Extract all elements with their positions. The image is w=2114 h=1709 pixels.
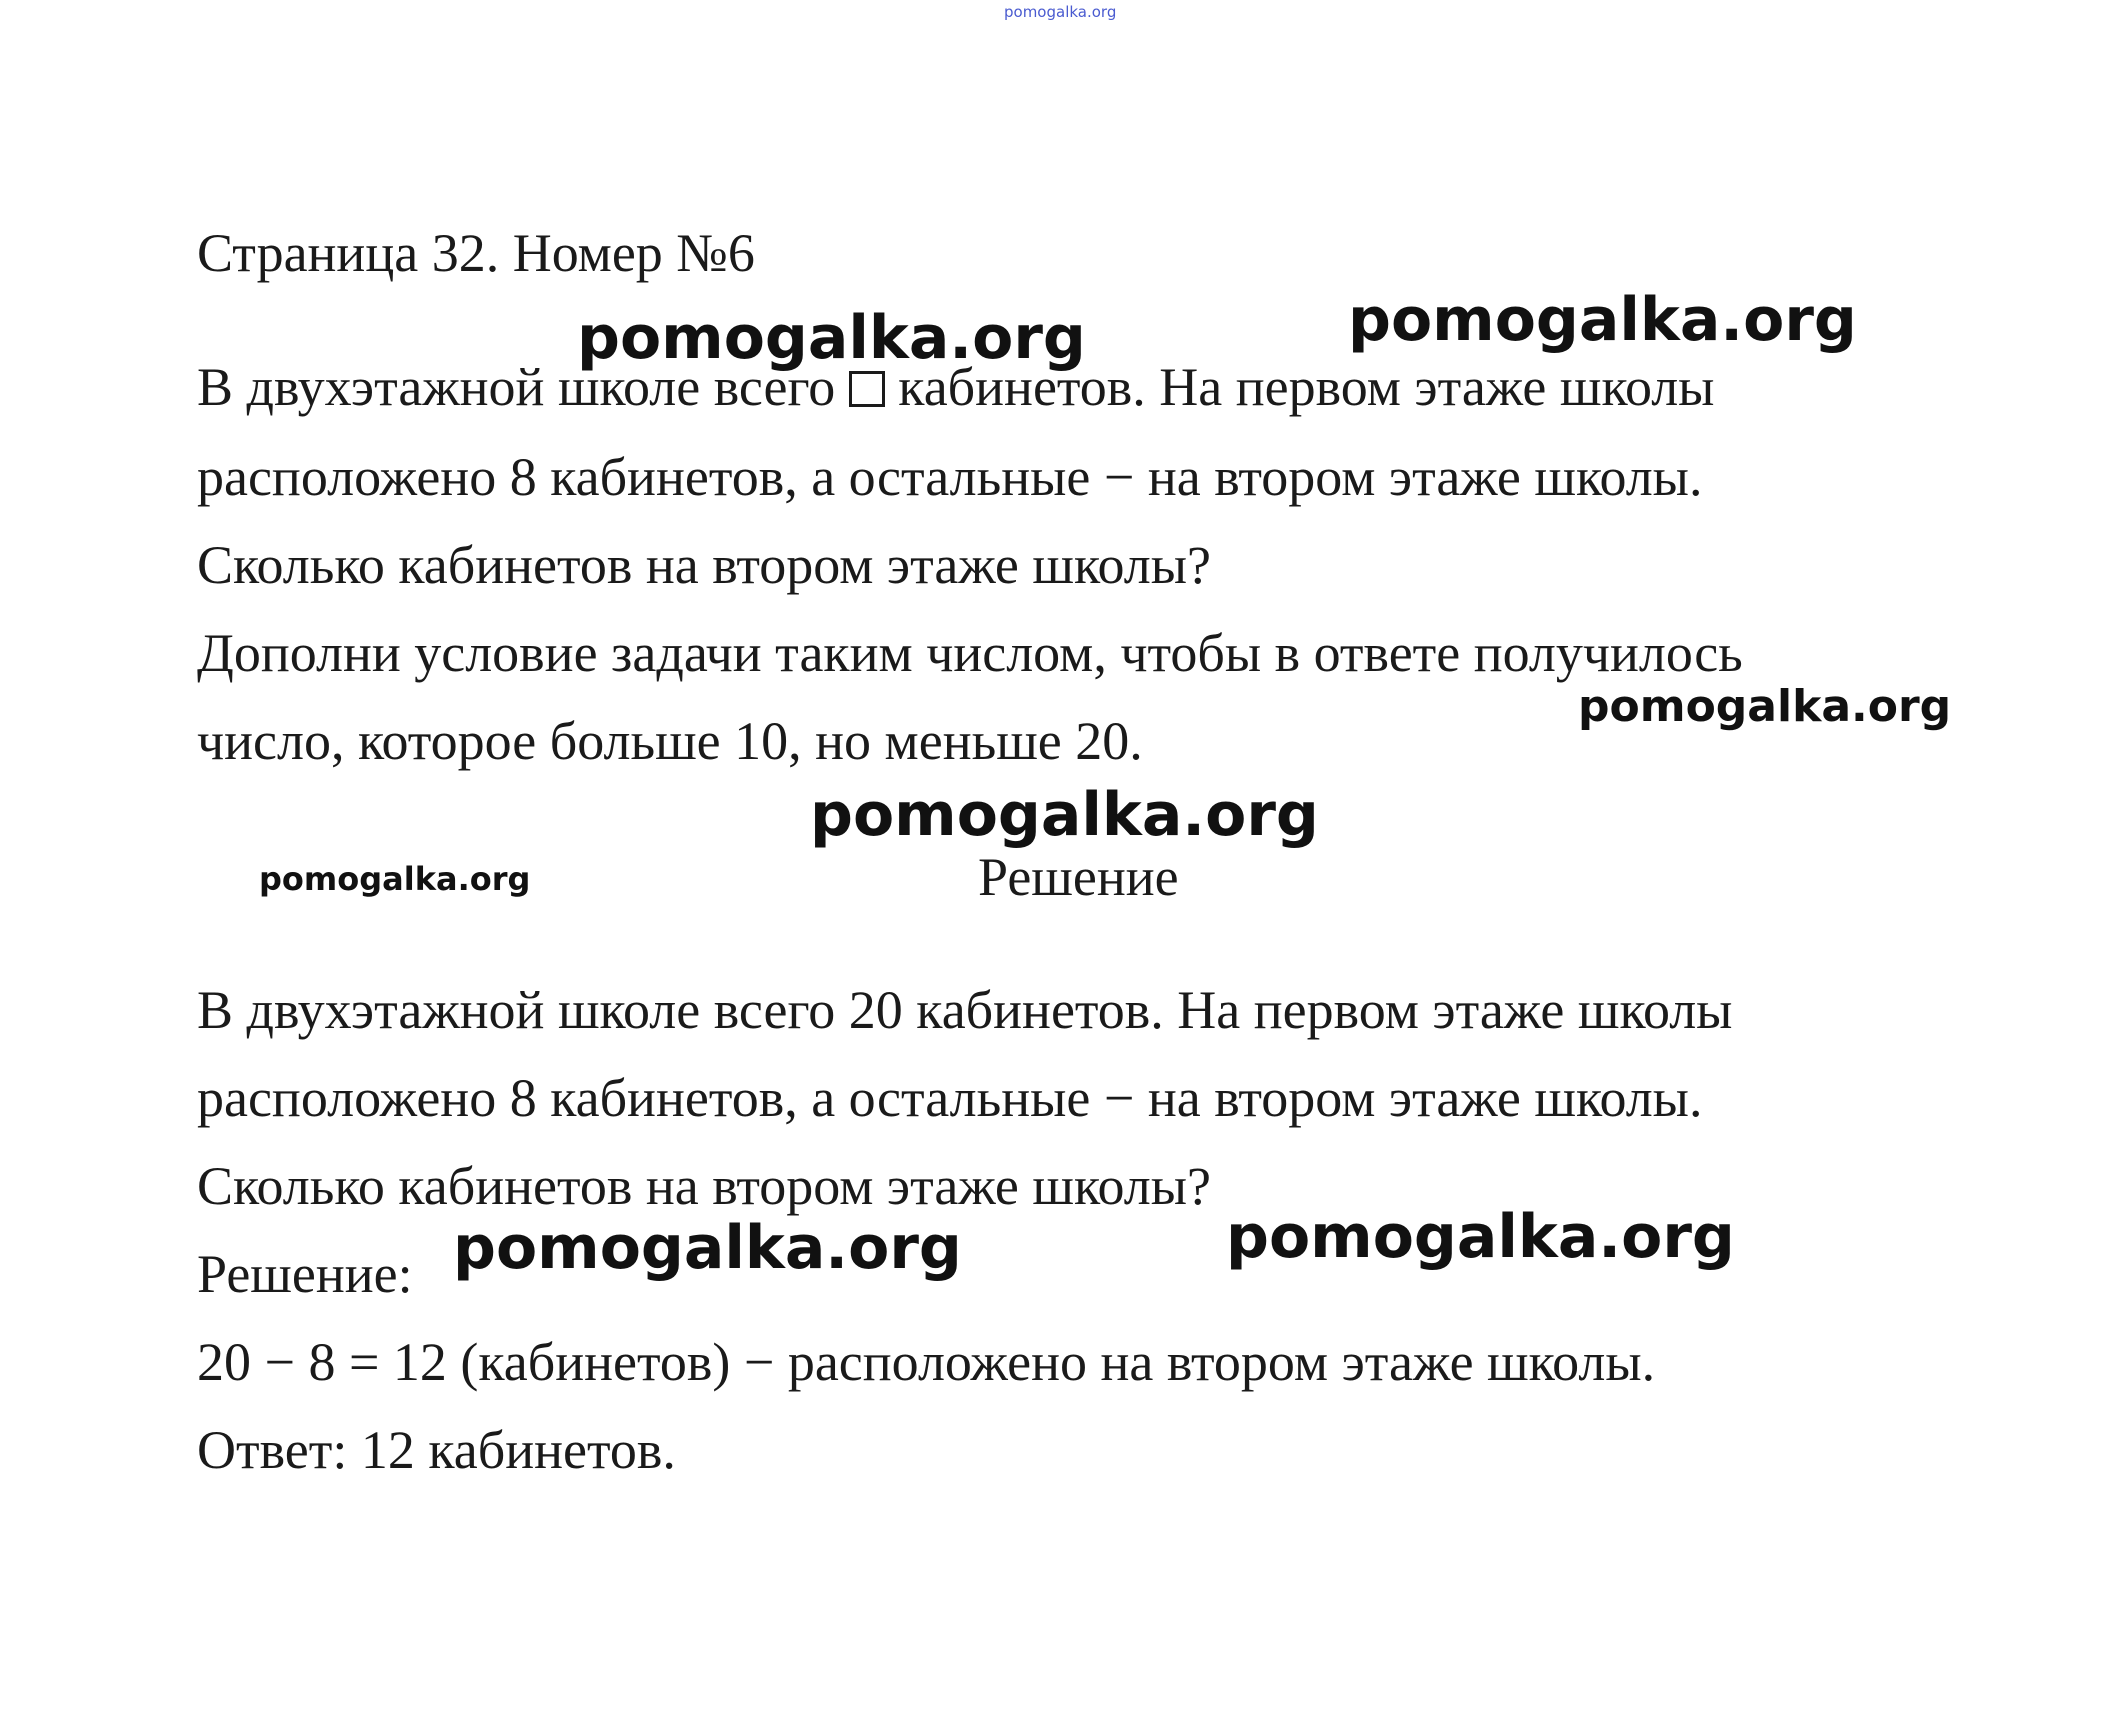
solution-line-1: В двухэтажной школе всего 20 кабинетов. На первом этаже школы <box>197 980 1733 1040</box>
blank-box <box>849 371 885 407</box>
solution-line-2: расположено 8 кабинетов, а остальные − на втором этаже школы. <box>197 1068 1703 1128</box>
watermark-6: pomogalka.org <box>453 1213 962 1283</box>
watermark-2: pomogalka.org <box>1348 285 1857 355</box>
watermark-7: pomogalka.org <box>1226 1202 1735 1272</box>
solution-line-4: Решение: <box>197 1244 413 1304</box>
watermark-3: pomogalka.org <box>1578 681 1952 732</box>
solution-line-5: 20 − 8 = 12 (кабинетов) − расположено на втором этаже школы. <box>197 1332 1656 1392</box>
task-line-2: расположено 8 кабинетов, а остальные − на втором этаже школы. <box>197 447 1703 507</box>
task-line-4: Дополни условие задачи таким числом, чтобы в ответе получилось <box>197 623 1743 683</box>
solution-line-6: Ответ: 12 кабинетов. <box>197 1420 676 1480</box>
task-line-3: Сколько кабинетов на втором этаже школы? <box>197 535 1211 595</box>
watermark-1: pomogalka.org <box>577 303 1086 373</box>
solution-heading: Решение <box>978 847 1179 907</box>
watermark-4: pomogalka.org <box>810 780 1319 850</box>
watermark-5: pomogalka.org <box>259 860 531 898</box>
watermark-top: pomogalka.org <box>1004 3 1117 21</box>
task-line-1-end: кабинетов. На первом этаже школы <box>898 357 1715 417</box>
page-header: Страница 32. Номер №6 <box>197 223 755 283</box>
task-line-5: число, которое больше 10, но меньше 20. <box>197 711 1143 771</box>
task-line-1-start: В двухэтажной школе всего <box>197 357 836 417</box>
solution-line-3: Сколько кабинетов на втором этаже школы? <box>197 1156 1211 1216</box>
